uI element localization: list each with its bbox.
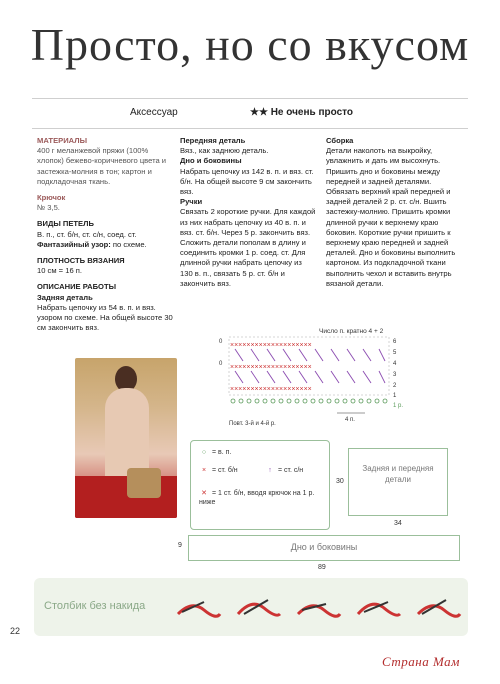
svg-text:4: 4 [393,361,397,367]
svg-text:5: 5 [393,350,397,356]
stitch-legend [190,440,330,530]
svg-text:0: 0 [219,361,223,367]
front-heading: Передняя деталь [180,136,246,145]
page-title: Просто, но со вкусом [30,19,470,70]
four-label: 4 п. [345,417,355,423]
assembly-text: Детали наколоть на выкройку, увлажнить и дать им высохнуть. Пришить дно и боковины между передней и задней деталями. Обвязать верхний край передней и задней деталей 2 р. ст. с/н. Вшить застежку-молнию. Пришить кромки длинной ручки к верхнему краю боковин. Короткие ручки пришить к верхнему краю передней и задней деталей. Дно и боковины выполнить картоном. Из подкладочной ткани выполнить чехол и вставить внутрь вязаной детали. [326,146,456,288]
bottom-heading: Дно и боковины [180,156,242,166]
model-photo [75,358,177,518]
fancy-text: по схеме. [110,239,147,249]
column-left [37,136,175,333]
svg-text:××××××××××××××××××××: ×××××××××××××××××××× [230,364,312,371]
divider [32,128,468,129]
front-back-pattern [348,448,448,516]
handles-text: Связать 2 короткие ручки. Для каждой из них набрать цепочку из 40 в. п. и вяз. ст. б/н. Через 5 р. закончить вяз. Сложить детали пополам в длину и соединить кромки 1 р. соед. ст. Для длинной ручки набрать цепочку из 130 в. п., связать 5 р. ст. б/н и закончить вяз. [180,207,316,288]
fancy-label: Фантазийный узор: [37,239,111,249]
stitches-heading: ВИДЫ ПЕТЕЛЬ [37,219,94,229]
repeat-label: Повт. 3-й и 4-й р. [229,421,276,427]
front-text: Вяз., как заднюю деталь. [180,146,269,156]
pattern-height-label: 30 [336,478,344,485]
difficulty-label: ★★ Не очень просто [250,107,354,118]
page-number: 22 [10,626,21,636]
column-right [326,136,466,289]
hook-heading: Крючок [37,193,66,203]
step-2-illustration [234,584,284,630]
strip-length-label: 89 [318,564,326,571]
crochet-chart [215,325,405,437]
legend-row: × = ст. б/н [201,467,238,474]
step-1-illustration [174,584,224,630]
svg-text:0: 0 [219,339,223,345]
step-4-illustration [354,584,404,630]
svg-text:××××××××××××××××××××: ×××××××××××××××××××× [230,342,312,349]
assembly-heading: Сборка [326,136,354,145]
pattern-label: Задняя и передняя детали [362,464,434,484]
bottom-sides-pattern [188,535,460,561]
watermark: Страна Мам [382,654,460,669]
back-heading: Задняя деталь [37,292,93,302]
legend-row: ✕ = 1 ст. б/н, вводя крючок на 1 р. ниже [199,490,315,506]
legend-row: ○ = в. п. [201,449,232,456]
fancy-pattern-line [37,240,175,250]
column-middle [180,136,316,289]
back-text: Набрать цепочку из 54 в. п. и вяз. узором по схеме. На общей высоте 30 см закончить вяз. [37,302,173,333]
work-heading: ОПИСАНИЕ РАБОТЫ [37,282,117,292]
bottom-text: Набрать цепочку из 142 в. п. и вяз. ст. б/н. На общей высоте 9 см закончить вяз. [180,166,314,197]
strip-height-label: 9 [178,542,182,549]
hook-text: № 3,5. [37,203,60,213]
stitches-text: В. п., ст. б/н, ст. с/н, соед. ст. [37,229,137,239]
svg-text:3: 3 [393,372,397,378]
step-3-illustration [294,584,344,630]
legend-row: ↑ = ст. с/н [268,467,304,474]
step-5-illustration [414,584,464,630]
technique-label: Столбик без накида [44,600,146,612]
handles-heading: Ручки [180,197,203,207]
pattern-width-label: 34 [394,520,402,527]
density-text: 10 см = 16 п. [37,266,83,276]
divider [32,98,468,99]
first-row-label: 1 р. [393,403,404,409]
technique-banner [34,578,468,636]
strip-label: Дно и боковины [290,542,358,552]
svg-text:1: 1 [393,393,397,399]
svg-text:2: 2 [393,383,397,389]
repeat-note: Число п. кратно 4 + 2 [319,328,384,335]
density-heading: ПЛОТНОСТЬ ВЯЗАНИЯ [37,256,125,266]
svg-text:××××××××××××××××××××: ×××××××××××××××××××× [230,386,312,393]
category-label: Аксессуар [130,107,178,118]
svg-text:6: 6 [393,339,397,345]
materials-text: 400 г меланжевой пряжи (100% хлопок) бежево-коричневого цвета и застежка-молния в тон; картон и подкладочная ткань. [37,146,167,186]
materials-heading: МАТЕРИАЛЫ [37,136,87,145]
